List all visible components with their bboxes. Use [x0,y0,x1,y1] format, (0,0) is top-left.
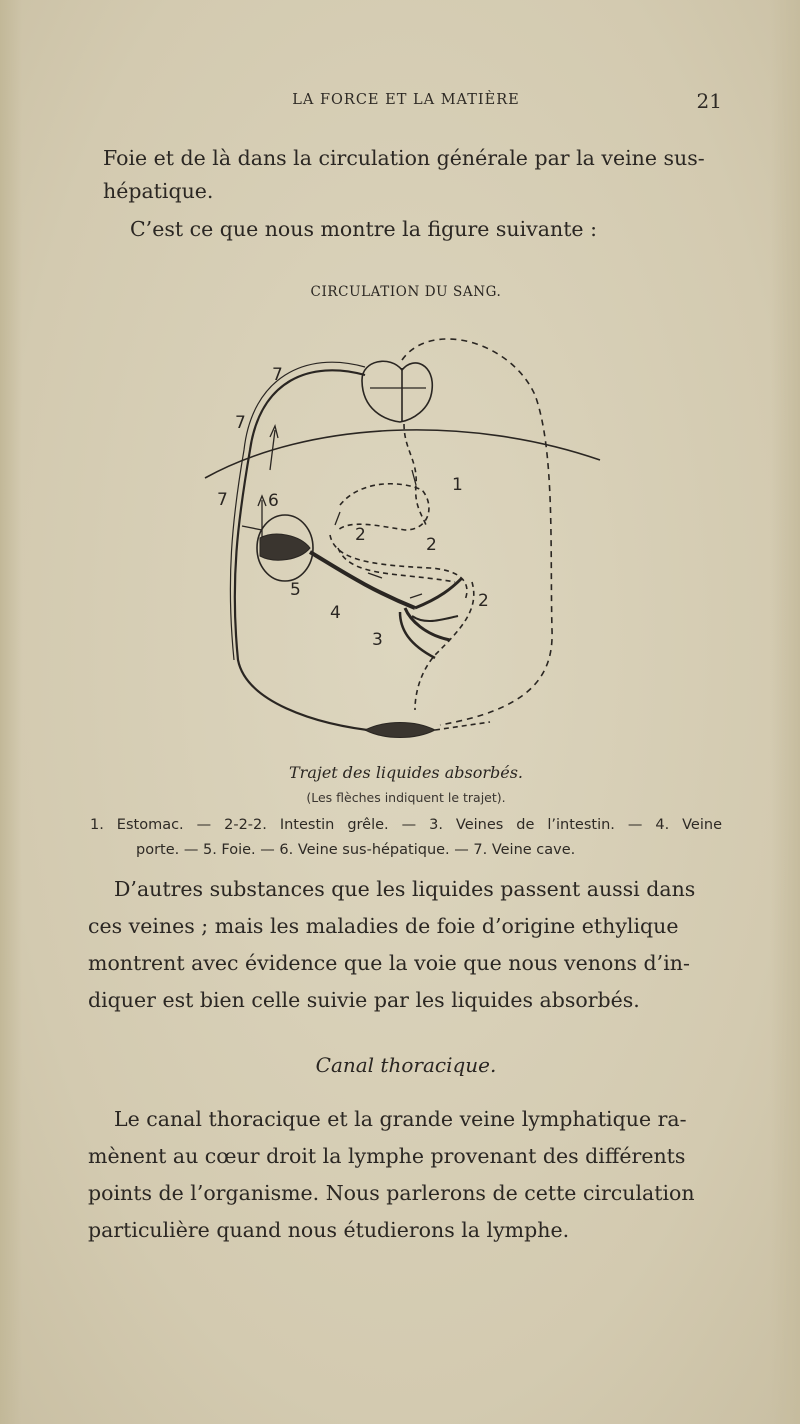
text-line: Foie et de là dans la circulation générale par la veine sus- [103,146,705,170]
label-6: 6 [268,491,279,511]
arrow-int-1 [368,573,382,578]
text-line: montrent avec évidence que la voie que nous venons d’in- [88,951,690,975]
label-1: 1 [452,475,463,495]
liver-mass [260,534,310,560]
text-line: mènent au cœur droit la lymphe provenant des différents [88,1144,686,1168]
figure-legend [90,813,722,863]
figure-caption: Trajet des liquides absorbés. [289,763,523,782]
section-title: Canal thoracique. [315,1053,497,1077]
running-title: LA FORCE ET LA MATIÈRE [292,92,520,108]
arrow-int-2 [410,594,422,598]
figure-note: (Les flèches indiquent le trajet). [306,790,506,805]
paragraph-continuation [103,142,721,208]
dashed-loop-right [402,339,552,725]
paragraph-substances [88,871,722,1019]
label-2c: 2 [478,591,489,611]
portal-vein [310,552,415,608]
label-3: 3 [372,630,383,650]
text-line: D’autres substances que les liquides passent aussi dans [114,877,696,901]
label-5: 5 [290,580,301,600]
arrow-stomach [335,512,340,525]
intestine-loop-3 [338,548,455,582]
label-7-mid: 7 [235,413,246,433]
legend-line: 1. Estomac. — 2-2-2. Intestin grêle. — 3. Veines de l’intestin. — 4. Veine [90,817,722,833]
figure-title: CIRCULATION DU SANG. [310,284,502,300]
rectum-spindle [365,723,435,738]
stomach-outline [338,484,429,530]
text-line: particulière quand nous étudierons la lymphe. [88,1218,570,1242]
label-7-top: 7 [272,365,283,385]
running-header [90,89,722,119]
label-7-low: 7 [217,490,228,510]
label-4: 4 [330,603,341,623]
page-shadow-right [770,0,800,1424]
intestinal-vein-a [415,578,462,608]
page-number: 21 [696,89,722,113]
text-line: ces veines ; mais les maladies de foie d’origine ethylique [88,914,679,938]
liver-arrow [242,526,262,530]
paragraph-figure-intro: C’est ce que nous montre la figure suivante : [130,217,597,241]
legend-line: porte. — 5. Foie. — 6. Veine sus-hépatique. — 7. Veine cave. [136,842,576,858]
page-shadow-left [0,0,22,1424]
text-line: diquer est bien celle suivie par les liquides absorbés. [88,988,640,1012]
intestinal-vein-b [405,608,450,640]
label-2a: 2 [355,525,366,545]
esophagus [404,424,426,525]
rectum-dash [435,722,490,730]
intestine-loop-2 [415,582,474,710]
label-2b: 2 [426,535,437,555]
heart-outline [362,361,432,422]
text-line: hépatique. [103,179,214,203]
intestinal-vein-d [412,616,458,621]
vena-cava-inner [230,362,365,660]
text-line: Le canal thoracique et la grande veine lymphatique ra- [114,1107,687,1131]
diaphragm-line [205,430,600,478]
paragraph-thoracic-duct [88,1101,722,1249]
circulation-diagram [190,320,610,750]
text-line: points de l’organisme. Nous parlerons de cette circulation [88,1181,695,1205]
